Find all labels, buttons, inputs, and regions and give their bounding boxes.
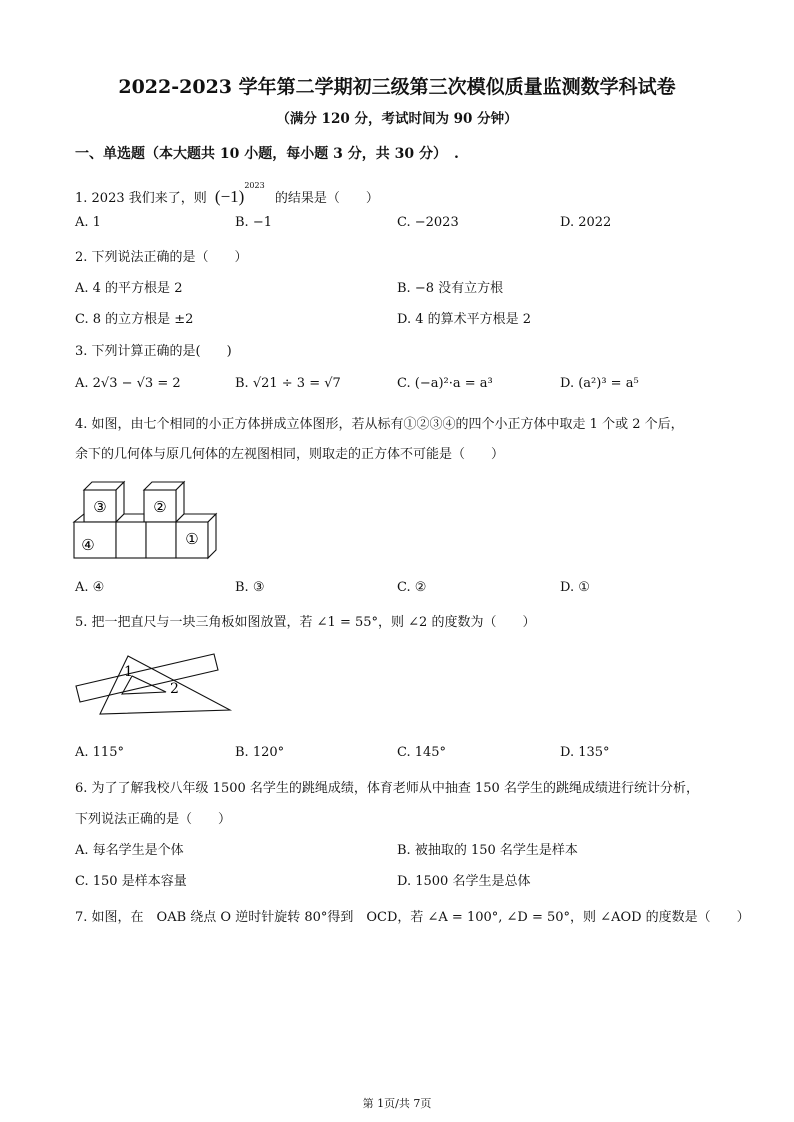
q5-option-a[interactable]: A. 115° xyxy=(75,745,124,760)
q1-option-d[interactable]: D. 2022 xyxy=(560,215,612,230)
q4-option-d[interactable]: D. ① xyxy=(560,580,590,595)
q1-option-a[interactable]: A. 1 xyxy=(75,215,101,230)
q6-option-c[interactable]: C. 150 是样本容量 xyxy=(75,874,187,889)
question-4-line-2: 余下的几何体与原几何体的左视图相同，则取走的正方体不可能是（ ） xyxy=(75,447,505,462)
question-7: 7. 如图，在 OAB 绕点 O 逆时针旋转 80°得到 OCD，若 ∠A = 100°, ∠D = 50°，则 ∠AOD 的度数是（ ） xyxy=(75,910,750,925)
question-3: 3. 下列计算正确的是( ) xyxy=(75,344,232,359)
exam-subtitle: （满分 120 分，考试时间为 90 分钟） xyxy=(276,111,518,127)
ruler-triangle-figure xyxy=(70,648,245,720)
q2-option-a[interactable]: A. 4 的平方根是 2 xyxy=(75,281,183,296)
question-5: 5. 把一把直尺与一块三角板如图放置，若 ∠1 = 55°，则 ∠2 的度数为（ ） xyxy=(75,615,536,630)
q5-option-b[interactable]: B. 120° xyxy=(235,745,285,760)
q4-option-a[interactable]: A. ④ xyxy=(75,580,105,595)
question-6-line-2: 下列说法正确的是（ ） xyxy=(75,812,232,827)
q3-option-b[interactable]: B. √21 ÷ 3 = √7 xyxy=(235,376,341,391)
q2-option-c[interactable]: C. 8 的立方根是 ±2 xyxy=(75,312,194,327)
question-6-line-1: 6. 为了了解我校八年级 1500 名学生的跳绳成绩，体育老师从中抽查 150 名学生的跳绳成绩进行统计分析， xyxy=(75,781,699,796)
question-4-line-1: 4. 如图，由七个相同的小正方体拼成立体图形，若从标有①②③④的四个小正方体中取走 1 个或 2 个后， xyxy=(75,417,684,432)
q6-option-b[interactable]: B. 被抽取的 150 名学生是样本 xyxy=(397,843,578,858)
q1-option-b[interactable]: B. −1 xyxy=(235,215,272,230)
question-1-text-a: 1. 2023 我们来了，则 xyxy=(75,191,207,206)
angle-2-label: 2 xyxy=(170,681,179,697)
question-1-text-b: 的结果是（ ） xyxy=(274,191,379,206)
q5-option-c[interactable]: C. 145° xyxy=(397,745,447,760)
cube-label-3: ③ xyxy=(93,498,107,516)
q6-option-d[interactable]: D. 1500 名学生是总体 xyxy=(397,874,531,889)
q2-option-b[interactable]: B. −8 没有立方根 xyxy=(397,281,504,296)
angle-1-label: 1 xyxy=(124,664,133,680)
cube-figure xyxy=(70,476,220,562)
question-2: 2. 下列说法正确的是（ ） xyxy=(75,250,248,265)
cube-label-1: ① xyxy=(185,530,199,548)
section-heading: 一、单选题（本大题共 10 小题，每小题 3 分，共 30 分） . xyxy=(75,146,459,162)
q3-option-d[interactable]: D. (a²)³ = a⁵ xyxy=(560,376,639,391)
exam-title: 2022-2023 学年第二学期初三级第三次模似质量监测数学科试卷 xyxy=(118,76,676,98)
q3-option-c[interactable]: C. (−a)²·a = a³ xyxy=(397,376,493,391)
q2-option-d[interactable]: D. 4 的算术平方根是 2 xyxy=(397,312,532,327)
q6-option-a[interactable]: A. 每名学生是个体 xyxy=(75,843,184,858)
q5-option-d[interactable]: D. 135° xyxy=(560,745,610,760)
q1-option-c[interactable]: C. −2023 xyxy=(397,215,459,230)
question-1-expression: (−1) xyxy=(214,187,245,206)
cube-label-4: ④ xyxy=(81,536,95,554)
q4-option-c[interactable]: C. ② xyxy=(397,580,427,595)
page-number: 第 1页/共 7页 xyxy=(362,1097,432,1110)
q4-option-b[interactable]: B. ③ xyxy=(235,580,265,595)
cube-label-2: ② xyxy=(153,498,167,516)
question-1-exponent: 2023 xyxy=(244,181,265,190)
q3-option-a[interactable]: A. 2√3 − √3 = 2 xyxy=(75,376,181,391)
question-1 xyxy=(75,181,379,207)
